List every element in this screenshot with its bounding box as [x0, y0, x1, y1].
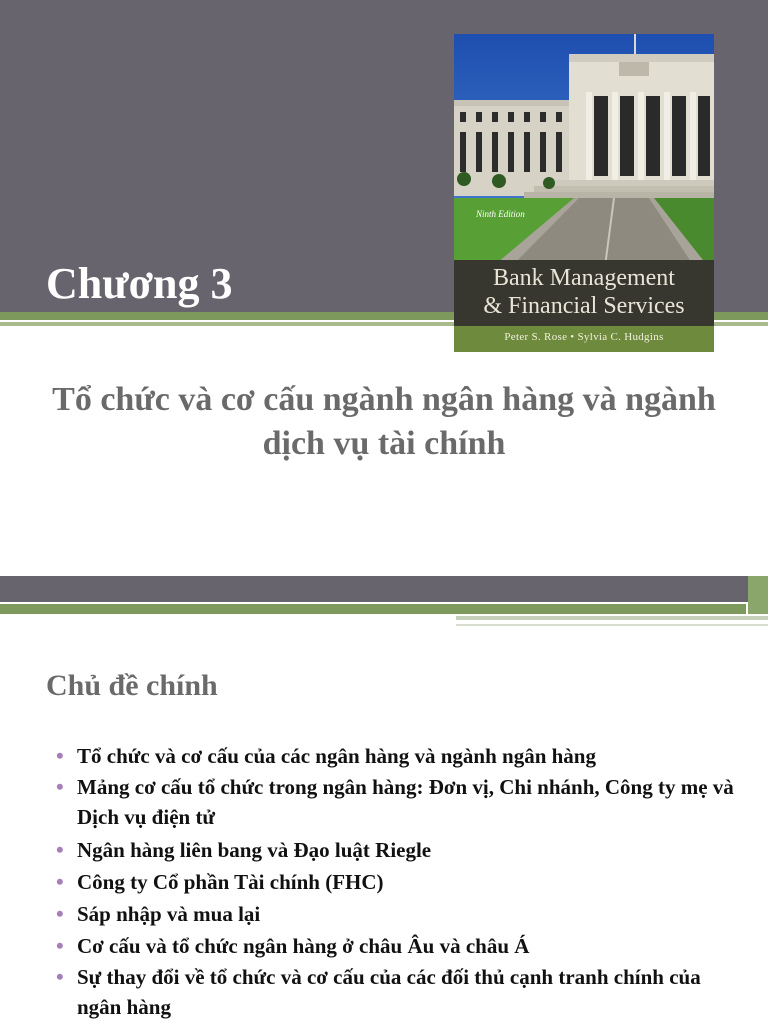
book-title-line-1: Bank Management	[493, 265, 675, 291]
slide-2-header-band	[0, 576, 768, 602]
topics-list	[56, 740, 736, 1024]
slide-subtitle: Tổ chức và cơ cấu ngành ngân hàng và ngành dịch vụ tài chính	[52, 381, 716, 462]
book-cover-image	[454, 34, 714, 352]
slide-2-decor-line	[456, 616, 768, 620]
federal-reserve-building-photo	[454, 34, 714, 274]
list-item: • Ngân hàng liên bang và Đạo luật Riegle	[56, 834, 736, 866]
list-item: • Mảng cơ cấu tổ chức trong ngân hàng: Đơn vị, Chi nhánh, Công ty mẹ và Dịch vụ điện tử	[56, 772, 736, 832]
slide-2-green-stripe	[0, 604, 746, 614]
list-item: • Công ty Cổ phần Tài chính (FHC)	[56, 866, 736, 898]
list-item: • Tổ chức và cơ cấu của các ngân hàng và ngành ngân hàng	[56, 740, 736, 772]
topics-heading: Chủ đề chính	[46, 669, 218, 702]
book-edition-label: Ninth Edition	[476, 209, 525, 219]
book-authors: Peter S. Rose • Sylvia C. Hudgins	[504, 331, 664, 343]
slide-2-decor-line	[456, 624, 768, 626]
chapter-title: Chương 3	[46, 259, 233, 308]
list-item: • Cơ cấu và tổ chức ngân hàng ở châu Âu và châu Á	[56, 930, 736, 962]
slide-2	[0, 576, 768, 1024]
slide-2-corner-accent	[748, 576, 768, 614]
list-item: • Sự thay đổi về tổ chức và cơ cấu của các đối thủ cạnh tranh chính của ngân hàng	[56, 962, 736, 1022]
list-item: • Sáp nhập và mua lại	[56, 898, 736, 930]
book-title-line-2: & Financial Services	[483, 293, 685, 319]
